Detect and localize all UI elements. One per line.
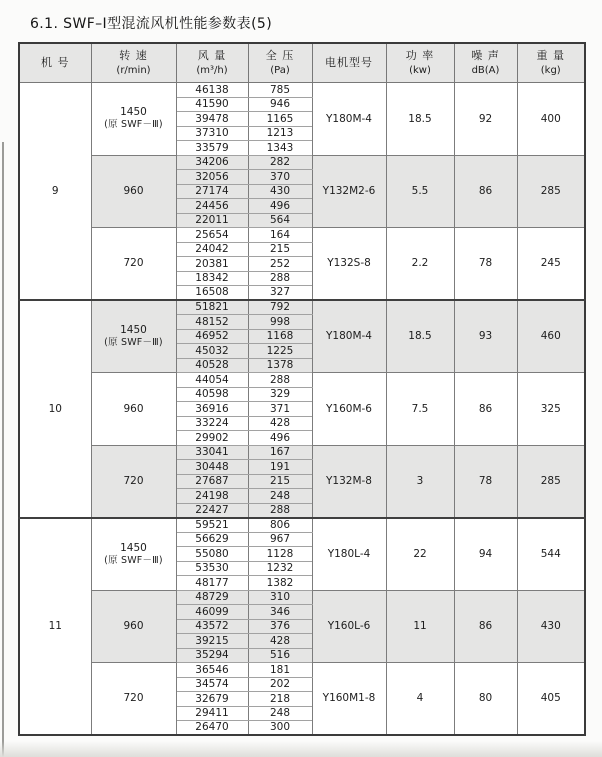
flow-cell: 16508: [176, 286, 248, 301]
table-header: [19, 43, 585, 83]
motor-model-cell: Y180M-4: [312, 300, 386, 373]
speed-value: 1450: [120, 541, 147, 554]
flow-cell: 24456: [176, 199, 248, 214]
table-row: [19, 155, 585, 170]
flow-cell: 56629: [176, 532, 248, 547]
pressure-cell: 288: [248, 271, 312, 286]
col-header-flow: [176, 43, 248, 83]
pressure-cell: 1168: [248, 329, 312, 344]
noise-cell: 93: [454, 300, 517, 373]
pressure-cell: 329: [248, 387, 312, 402]
flow-cell: 39215: [176, 634, 248, 649]
flow-cell: 22011: [176, 213, 248, 228]
noise-cell: 78: [454, 228, 517, 301]
table-body: [19, 83, 585, 736]
power-cell: 11: [386, 590, 454, 663]
flow-cell: 33224: [176, 416, 248, 431]
power-cell: 18.5: [386, 300, 454, 373]
flow-cell: 46138: [176, 83, 248, 98]
power-cell: 22: [386, 518, 454, 591]
col-header-machine-no: [19, 43, 91, 83]
noise-cell: 78: [454, 445, 517, 518]
table-row: [19, 373, 585, 388]
pressure-cell: 1378: [248, 358, 312, 373]
weight-cell: 544: [517, 518, 585, 591]
flow-cell: 20381: [176, 257, 248, 272]
table-row: [19, 228, 585, 243]
speed-cell: [91, 590, 176, 663]
flow-cell: 32679: [176, 692, 248, 707]
noise-cell: 80: [454, 663, 517, 736]
weight-cell: 460: [517, 300, 585, 373]
speed-cell: [91, 83, 176, 156]
pressure-cell: 346: [248, 605, 312, 620]
table-row: [19, 300, 585, 315]
flow-cell: 46099: [176, 605, 248, 620]
header-unit: (m³/h): [196, 64, 228, 76]
speed-value: 960: [123, 402, 144, 415]
flow-cell: 59521: [176, 518, 248, 533]
table-row: [19, 590, 585, 605]
flow-cell: 29902: [176, 431, 248, 446]
header-label: 全 压: [265, 48, 295, 62]
speed-cell: [91, 445, 176, 518]
motor-model-cell: Y160M-6: [312, 373, 386, 446]
scan-artifact-left-edge: [2, 142, 4, 757]
speed-value: 960: [123, 185, 144, 198]
weight-cell: 430: [517, 590, 585, 663]
power-cell: 4: [386, 663, 454, 736]
flow-cell: 27174: [176, 184, 248, 199]
noise-cell: 94: [454, 518, 517, 591]
pressure-cell: 252: [248, 257, 312, 272]
pressure-cell: 300: [248, 721, 312, 736]
motor-model-cell: Y132S-8: [312, 228, 386, 301]
flow-cell: 40528: [176, 358, 248, 373]
power-cell: 18.5: [386, 83, 454, 156]
noise-cell: 86: [454, 155, 517, 228]
col-header-weight: [517, 43, 585, 83]
header-unit: (r/min): [116, 64, 151, 76]
machine-number-cell: 9: [19, 83, 91, 301]
header-label: 功 率: [405, 48, 435, 62]
flow-cell: 37310: [176, 126, 248, 141]
flow-cell: 29411: [176, 706, 248, 721]
pressure-cell: 371: [248, 402, 312, 417]
flow-cell: 53530: [176, 561, 248, 576]
pressure-cell: 1213: [248, 126, 312, 141]
pressure-cell: 1225: [248, 344, 312, 359]
table-row: [19, 445, 585, 460]
header-label: 转 速: [119, 48, 148, 62]
speed-value: 1450: [120, 324, 147, 336]
pressure-cell: 496: [248, 199, 312, 214]
pressure-cell: 428: [248, 634, 312, 649]
pressure-cell: 288: [248, 503, 312, 518]
flow-cell: 24042: [176, 242, 248, 257]
flow-cell: 40598: [176, 387, 248, 402]
header-unit: dB(A): [471, 64, 500, 76]
table-row: [19, 663, 585, 678]
page-title: 6.1. SWF–Ⅰ型混流风机性能参数表(5): [30, 16, 273, 32]
speed-value: 1450: [120, 106, 147, 119]
header-row: [19, 43, 585, 83]
flow-cell: 55080: [176, 547, 248, 562]
flow-cell: 51821: [176, 300, 248, 315]
header-label: 风 量: [197, 48, 227, 62]
table-row: [19, 518, 585, 533]
flow-cell: 26470: [176, 721, 248, 736]
flow-cell: 48152: [176, 315, 248, 330]
power-cell: 7.5: [386, 373, 454, 446]
pressure-cell: 282: [248, 155, 312, 170]
flow-cell: 34206: [176, 155, 248, 170]
pressure-cell: 218: [248, 692, 312, 707]
speed-value: 720: [123, 692, 144, 705]
weight-cell: 325: [517, 373, 585, 446]
noise-cell: 86: [454, 373, 517, 446]
speed-cell: [91, 518, 176, 591]
power-cell: 3: [386, 445, 454, 518]
header-label: 重 量: [536, 48, 565, 62]
speed-cell: [91, 228, 176, 301]
flow-cell: 30448: [176, 460, 248, 475]
flow-cell: 18342: [176, 271, 248, 286]
speed-cell: [91, 155, 176, 228]
weight-cell: 285: [517, 155, 585, 228]
flow-cell: 25654: [176, 228, 248, 243]
pressure-cell: 806: [248, 518, 312, 533]
pressure-cell: 428: [248, 416, 312, 431]
speed-note: (原 SWF－Ⅲ): [104, 554, 163, 566]
flow-cell: 39478: [176, 112, 248, 127]
motor-model-cell: Y180M-4: [312, 83, 386, 156]
pressure-cell: 967: [248, 532, 312, 547]
header-unit: (Pa): [270, 64, 290, 76]
pressure-cell: 215: [248, 474, 312, 489]
motor-model-cell: Y180L-4: [312, 518, 386, 591]
flow-cell: 36916: [176, 402, 248, 417]
col-header-pressure: [248, 43, 312, 83]
speed-cell: [91, 300, 176, 373]
header-unit: (kw): [409, 64, 431, 76]
pressure-cell: 792: [248, 300, 312, 315]
scan-artifact-bottom-edge: [0, 741, 602, 757]
speed-cell: [91, 373, 176, 446]
header-label: 机 号: [41, 55, 70, 69]
motor-model-cell: Y132M2-6: [312, 155, 386, 228]
flow-cell: 41590: [176, 97, 248, 112]
header-label: 电机型号: [325, 55, 373, 69]
pressure-cell: 191: [248, 460, 312, 475]
pressure-cell: 288: [248, 373, 312, 388]
pressure-cell: 1382: [248, 576, 312, 591]
weight-cell: 285: [517, 445, 585, 518]
speed-note: (原 SWF－Ⅲ): [104, 119, 163, 131]
col-header-motor-model: [312, 43, 386, 83]
motor-model-cell: Y132M-8: [312, 445, 386, 518]
speed-cell: [91, 663, 176, 736]
speed-note: (原 SWF－Ⅲ): [104, 337, 163, 349]
pressure-cell: 370: [248, 170, 312, 185]
flow-cell: 33579: [176, 141, 248, 156]
pressure-cell: 181: [248, 663, 312, 678]
weight-cell: 400: [517, 83, 585, 156]
col-header-speed: [91, 43, 176, 83]
power-cell: 5.5: [386, 155, 454, 228]
flow-cell: 35294: [176, 648, 248, 663]
pressure-cell: 310: [248, 590, 312, 605]
pressure-cell: 202: [248, 677, 312, 692]
pressure-cell: 248: [248, 489, 312, 504]
fan-performance-table: [18, 42, 586, 736]
weight-cell: 245: [517, 228, 585, 301]
flow-cell: 36546: [176, 663, 248, 678]
power-cell: 2.2: [386, 228, 454, 301]
flow-cell: 48177: [176, 576, 248, 591]
header-unit: (kg): [540, 64, 561, 76]
pressure-cell: 1232: [248, 561, 312, 576]
machine-number-cell: 10: [19, 300, 91, 518]
pressure-cell: 215: [248, 242, 312, 257]
pressure-cell: 1343: [248, 141, 312, 156]
flow-cell: 33041: [176, 445, 248, 460]
flow-cell: 45032: [176, 344, 248, 359]
speed-value: 720: [123, 474, 144, 487]
noise-cell: 92: [454, 83, 517, 156]
flow-cell: 32056: [176, 170, 248, 185]
motor-model-cell: Y160M1-8: [312, 663, 386, 736]
flow-cell: 34574: [176, 677, 248, 692]
pressure-cell: 167: [248, 445, 312, 460]
pressure-cell: 1128: [248, 547, 312, 562]
pressure-cell: 785: [248, 83, 312, 98]
flow-cell: 44054: [176, 373, 248, 388]
pressure-cell: 1165: [248, 112, 312, 127]
speed-value: 960: [123, 620, 144, 633]
pressure-cell: 430: [248, 184, 312, 199]
flow-cell: 43572: [176, 619, 248, 634]
pressure-cell: 376: [248, 619, 312, 634]
pressure-cell: 516: [248, 648, 312, 663]
col-header-power: [386, 43, 454, 83]
pressure-cell: 248: [248, 706, 312, 721]
machine-number-cell: 11: [19, 518, 91, 736]
flow-cell: 27687: [176, 474, 248, 489]
weight-cell: 405: [517, 663, 585, 736]
flow-cell: 46952: [176, 329, 248, 344]
flow-cell: 24198: [176, 489, 248, 504]
pressure-cell: 164: [248, 228, 312, 243]
flow-cell: 22427: [176, 503, 248, 518]
pressure-cell: 327: [248, 286, 312, 301]
pressure-cell: 946: [248, 97, 312, 112]
pressure-cell: 564: [248, 213, 312, 228]
col-header-noise: [454, 43, 517, 83]
pressure-cell: 496: [248, 431, 312, 446]
flow-cell: 48729: [176, 590, 248, 605]
motor-model-cell: Y160L-6: [312, 590, 386, 663]
table-row: [19, 83, 585, 98]
header-label: 噪 声: [471, 48, 500, 62]
speed-value: 720: [123, 257, 144, 270]
pressure-cell: 998: [248, 315, 312, 330]
noise-cell: 86: [454, 590, 517, 663]
